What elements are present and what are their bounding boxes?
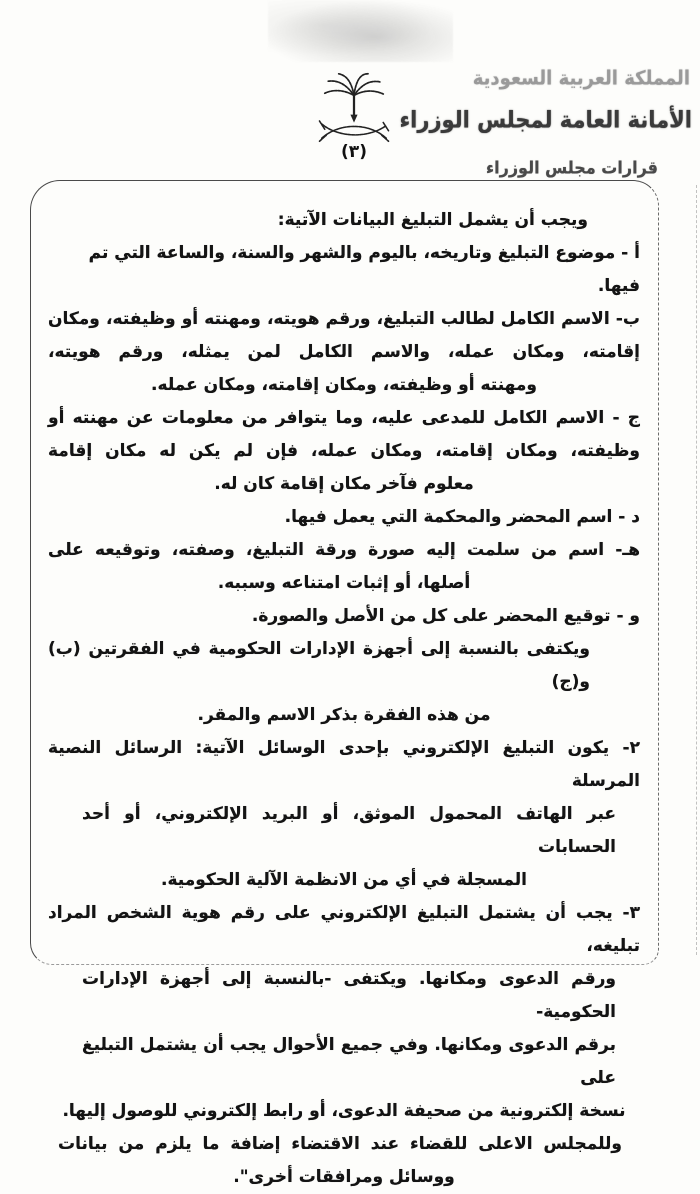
body-line: هـ- اسم من سلمت إليه صورة ورقة التبليغ، وصفته، وتوقيعه على <box>48 540 640 560</box>
scan-edge-marks <box>696 185 697 955</box>
body-line: ووسائل ومرافقات أخرى". <box>233 1167 455 1187</box>
secretariat-title: الأمانة العامة لمجلس الوزراء <box>399 106 692 134</box>
body-line: و - توقيع المحضر على كل من الأصل والصورة. <box>251 606 640 626</box>
body-line: د - اسم المحضر والمحكمة التي يعمل فيها. <box>284 507 640 527</box>
body-line: أ - موضوع التبليغ وتاريخه، باليوم والشهر والسنة، والساعة التي تم فيها. <box>88 243 640 296</box>
body-text-block <box>32 180 658 1194</box>
body-line: أصلها، أو إثبات امتناعه وسببه. <box>217 573 471 593</box>
body-line: ج - الاسم الكامل للمدعى عليه، وما يتوافر من معلومات عن مهنته أو <box>48 408 640 428</box>
body-line: من هذه الفقرة بذكر الاسم والمقر. <box>197 705 491 725</box>
scan-smudge <box>268 0 453 62</box>
body-line: ومهنته أو وظيفته، ومكان إقامته، ومكان عمله. <box>151 375 537 395</box>
palm-and-crossed-swords-emblem-icon <box>316 70 392 148</box>
body-line: ٢- يكون التبليغ الإلكتروني بإحدى الوسائل الآتية: الرسائل النصية المرسلة <box>48 738 640 791</box>
body-line: ٣- يجب أن يشتمل التبليغ الإلكتروني على رقم هوية الشخص المراد تبليغه، <box>48 903 640 956</box>
body-line: ب- الاسم الكامل لطالب التبليغ، ورقم هويته، ومهنته أو وظيفته، ومكان <box>48 309 640 329</box>
body-line: المسجلة في أي من الانظمة الآلية الحكومية. <box>161 870 527 890</box>
body-line: إقامته، ومكان عمله، والاسم الكامل لمن يمثله، ورقم هويته، <box>48 342 640 362</box>
body-line: معلوم فآخر مكان إقامة كان له. <box>214 474 474 494</box>
page-number: (٣) <box>341 142 367 162</box>
body-line: ويجب أن يشمل التبليغ البيانات الآتية: <box>277 210 588 230</box>
body-line: وظيفته، ومكان إقامته، ومكان عمله، فإن لم يكن له مكان إقامة <box>48 441 640 461</box>
body-line: نسخة إلكترونية من صحيفة الدعوى، أو رابط إلكتروني للوصول إليها. <box>62 1101 626 1121</box>
series-title: قرارات مجلس الوزراء <box>485 157 658 178</box>
body-line: ورقم الدعوى ومكانها. ويكتفى -بالنسبة إلى أجهزة الإدارات الحكومية- <box>82 969 616 1022</box>
kingdom-title: المملكة العربية السعودية <box>472 67 690 90</box>
body-line: وللمجلس الاعلى للقضاء عند الاقتضاء إضافة ما يلزم من بيانات <box>58 1134 622 1154</box>
body-line: ويكتفى بالنسبة إلى أجهزة الإدارات الحكومية في الفقرتين (ب) و(ج) <box>48 639 590 692</box>
body-line: برقم الدعوى ومكانها. وفي جميع الأحوال يجب أن يشتمل التبليغ على <box>82 1035 616 1088</box>
body-line: عبر الهاتف المحمول الموثق، أو البريد الإلكتروني، أو أحد الحسابات <box>82 804 616 857</box>
